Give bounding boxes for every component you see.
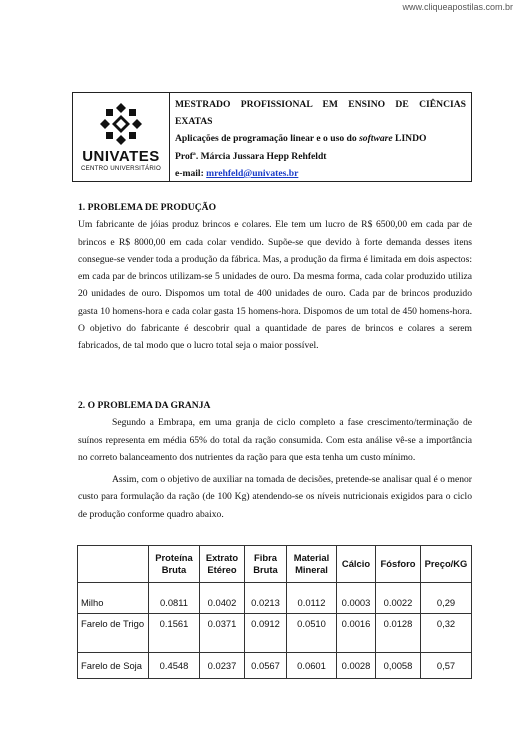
table-cell: Farelo de Soja — [78, 653, 149, 679]
header-cell: Preço/KG — [421, 546, 472, 583]
table-cell: 0.4548 — [149, 653, 200, 679]
table-row — [78, 653, 472, 679]
table-cell: 0.0022 — [376, 583, 421, 614]
header-cell: Fibra Bruta — [245, 546, 287, 583]
section1-title: 1. PROBLEMA DE PRODUÇÃO — [78, 202, 217, 213]
section-production — [78, 199, 472, 355]
program-title-cont: EXATAS — [175, 116, 213, 128]
table-row — [78, 583, 472, 614]
table-cell: 0,29 — [421, 583, 472, 614]
table-cell: 0.0237 — [200, 653, 245, 679]
table-cell: 0.0112 — [287, 583, 337, 614]
professor-name: Profª. Márcia Jussara Hepp Rehfeldt — [175, 150, 327, 162]
header-cell: Extrato Etéreo — [200, 546, 245, 583]
section2-para2: Assim, com o objetivo de auxiliar na tomada de decisões, pretende-se analisar qual é o menor custo para formulação da ração (de 100 Kg) atendendo-se os níveis nutricionais exigidos para o ciclo de produção conforme quadro abaixo. — [78, 474, 472, 520]
section-granja — [78, 397, 472, 523]
section1-text: Um fabricante de jóias produz brincos e colares. Ele tem um lucro de R$ 6500,00 em cada par de brincos e R$ 8000,00 em cada colar vendido. Supõe-se que devido à forte demanda desses itens consegue-se vender toda a produção da fábrica. Mas, a produção da firma é limitada em dois aspectos: em cada par de brincos utilizam-se 5 unidades de ouro. Da mesma forma, cada colar produzido utiliza 20 unidades de ouro. Dispomos um total de 400 unidades de ouro. Cada par de brincos produzido gasta 10 homens-hora e cada colar gasta 15 homens-hora. Dispomos de um total de 450 homens-hora. O objetivo do fabricante é descobrir qual a quantidade de pares de brincos e colares a serem fabricados, de tal modo que o lucro total seja o maior possível. — [78, 219, 472, 352]
email-line: e-mail: mrehfeld@univates.br — [175, 167, 299, 179]
table-cell: Milho — [78, 583, 149, 614]
table-cell: 0.0371 — [200, 614, 245, 653]
header-cell: Proteína Bruta — [149, 546, 200, 583]
header-cell: Fósforo — [376, 546, 421, 583]
table-cell: 0.0028 — [337, 653, 376, 679]
table-cell: 0.0912 — [245, 614, 287, 653]
site-url[interactable]: www.cliqueapostilas.com.br — [402, 2, 513, 12]
table-cell: 0.0567 — [245, 653, 287, 679]
table-cell: 0.0510 — [287, 614, 337, 653]
univates-emblem-icon — [99, 102, 143, 146]
header-cell: Material Mineral — [287, 546, 337, 583]
logo-name: UNIVATES — [82, 148, 160, 165]
table-row — [78, 614, 472, 653]
table-header-row — [78, 546, 472, 583]
section2-para1: Segundo a Embrapa, em uma granja de ciclo completo a fase crescimento/terminação de suínos representa em média 65% do total da ração consumida. Com esta análise vê-se a importância no correto balanceamento dos nutrientes da ração para que esta tenha um custo mínimo. — [78, 417, 472, 463]
table-cell: 0.0003 — [337, 583, 376, 614]
table-cell: 0.0811 — [149, 583, 200, 614]
table-cell: 0.0128 — [376, 614, 421, 653]
document-header — [72, 92, 472, 182]
header-cell: Cálcio — [337, 546, 376, 583]
univates-logo — [73, 93, 170, 181]
table-cell: Farelo de Trigo — [78, 614, 149, 653]
table-cell: 0.0016 — [337, 614, 376, 653]
table-cell: 0.1561 — [149, 614, 200, 653]
header-cell — [78, 546, 149, 583]
table-cell: 0,32 — [421, 614, 472, 653]
course-title-italic: software — [359, 133, 393, 145]
logo-subtitle: CENTRO UNIVERSITÁRIO — [81, 165, 161, 172]
course-title: Aplicações de programação linear e o uso do software LINDO — [175, 133, 427, 145]
table-cell: 0.0601 — [287, 653, 337, 679]
table-cell: 0,0058 — [376, 653, 421, 679]
header-info — [170, 93, 471, 181]
email-link[interactable]: mrehfeld@univates.br — [206, 167, 299, 179]
section2-title: 2. O PROBLEMA DA GRANJA — [78, 400, 211, 411]
nutrition-table — [77, 545, 472, 679]
table-cell: 0.0213 — [245, 583, 287, 614]
table-cell: 0.0402 — [200, 583, 245, 614]
program-title: MESTRADO PROFISSIONAL EM ENSINO DE CIÊNCIAS — [175, 99, 466, 110]
table-cell: 0,57 — [421, 653, 472, 679]
